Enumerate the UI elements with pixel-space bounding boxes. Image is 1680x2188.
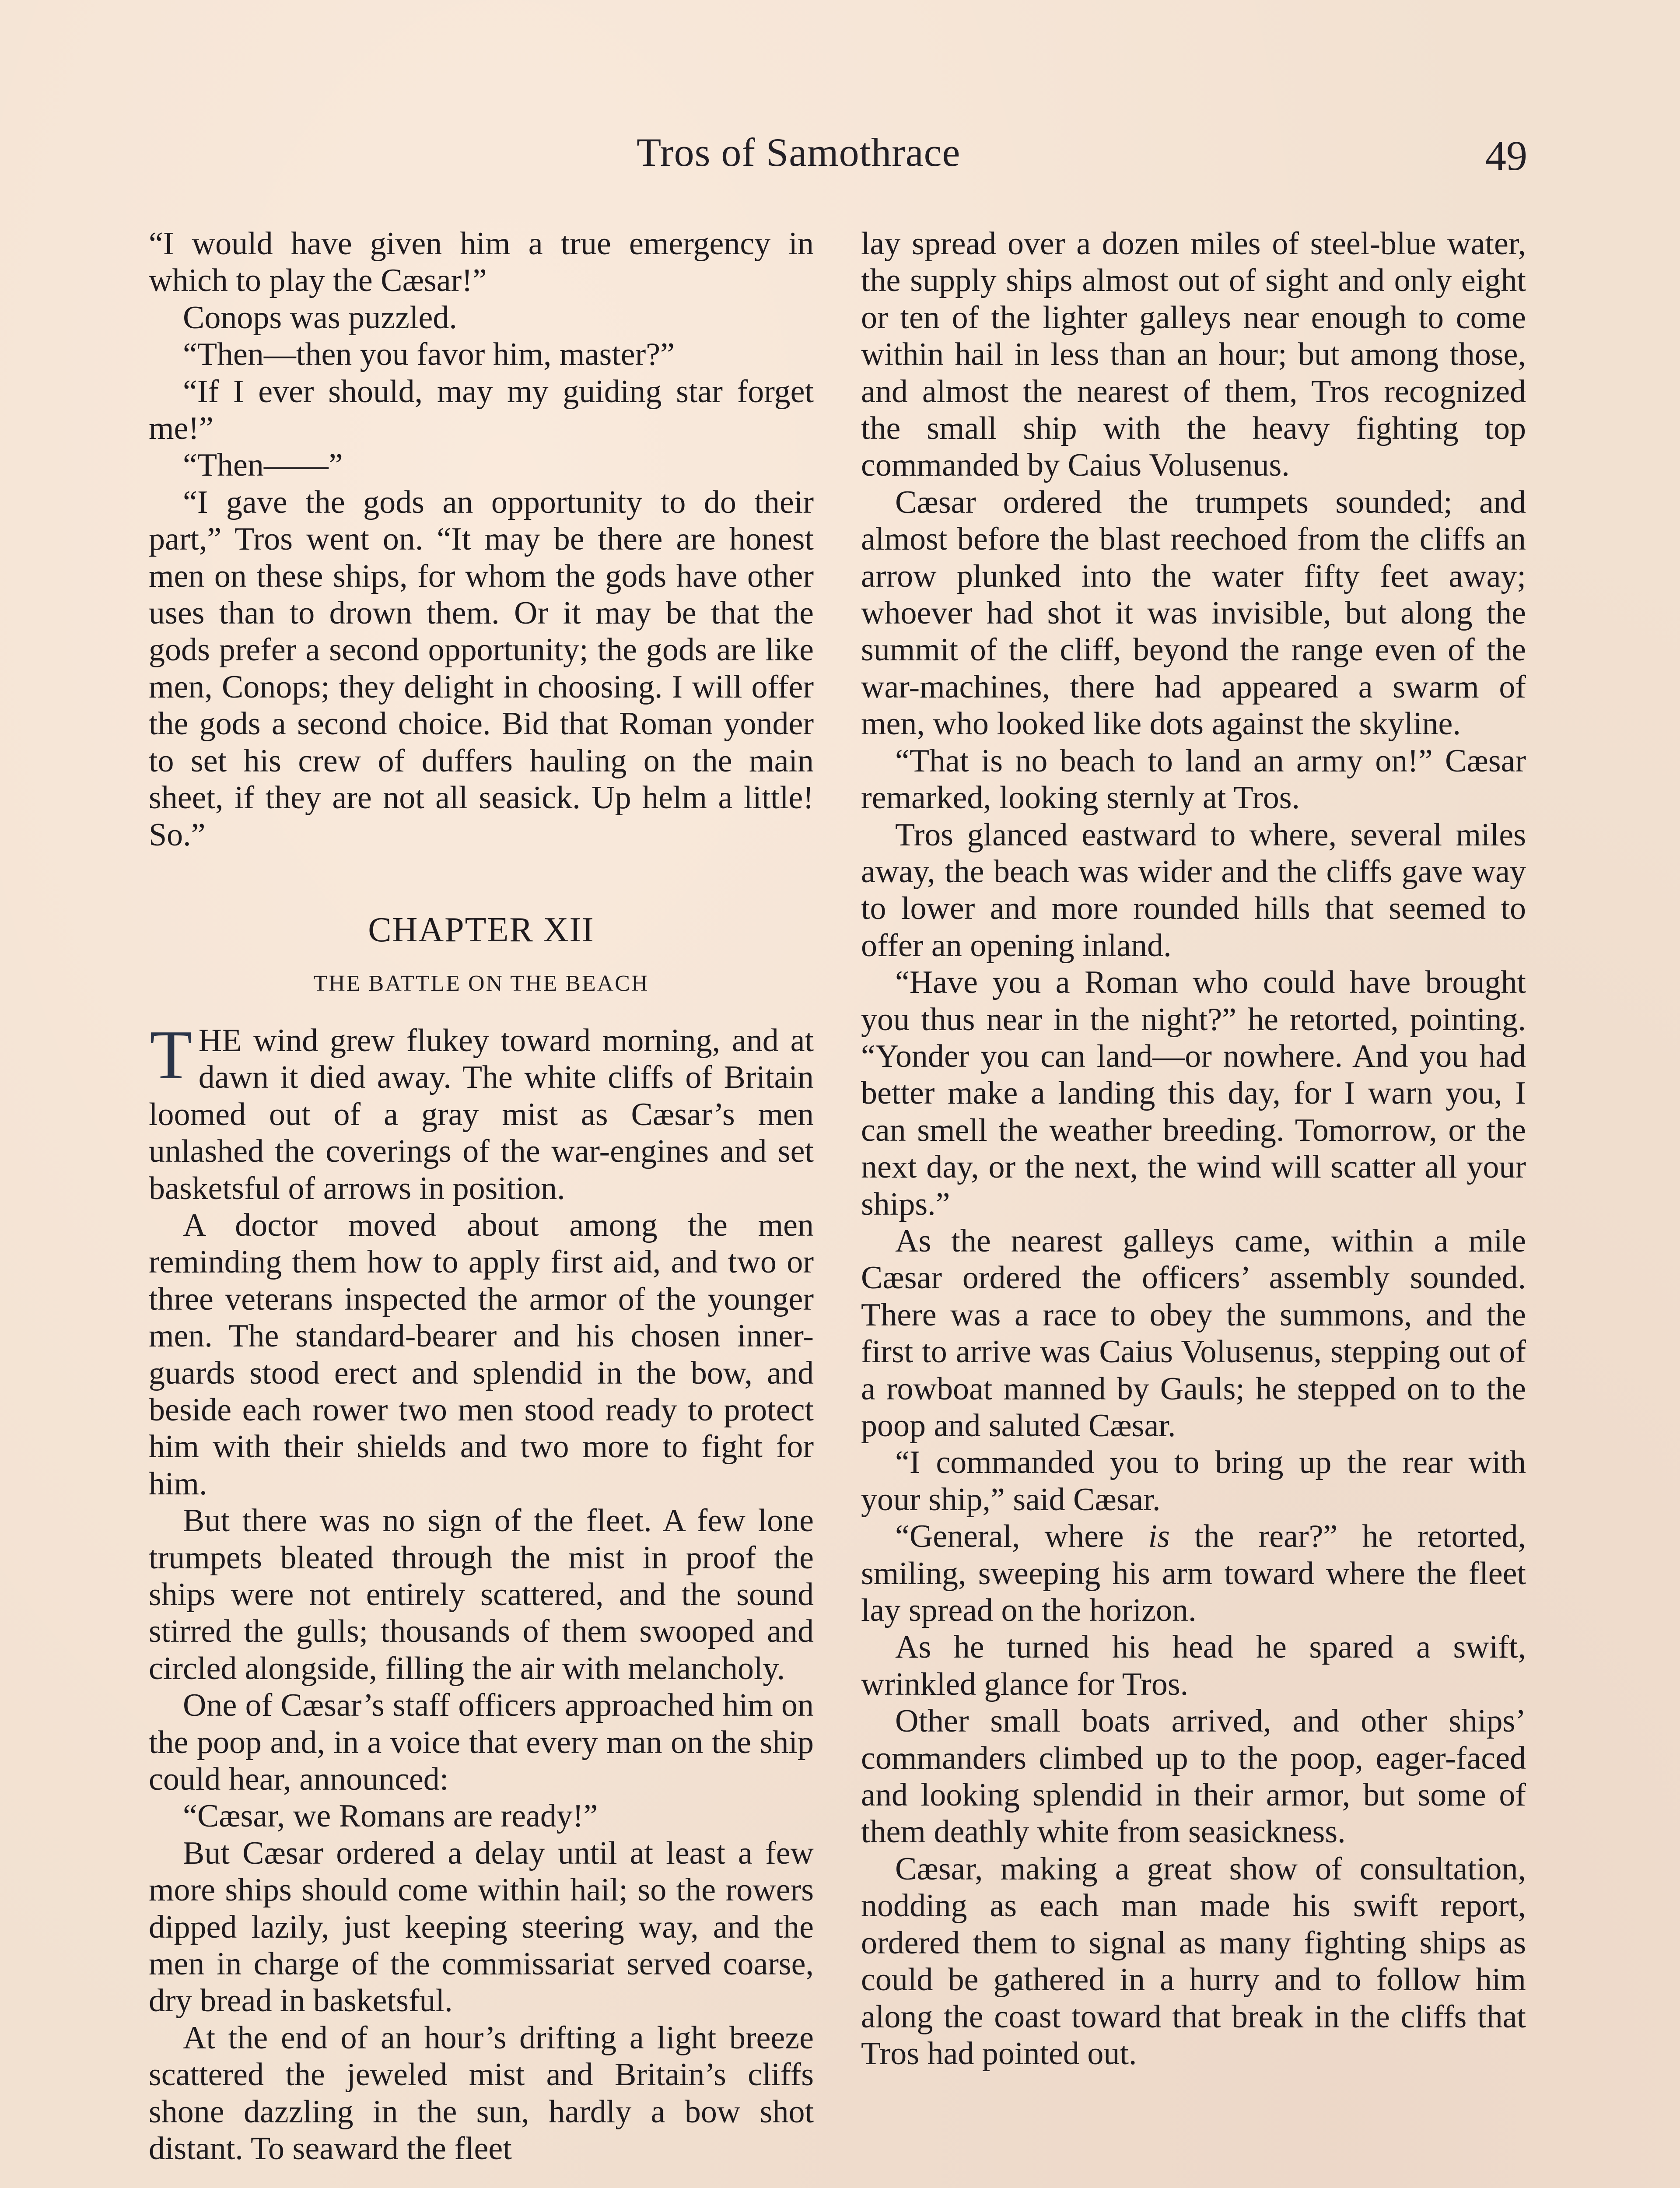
running-title: Tros of Samothrace xyxy=(637,130,961,175)
left-column xyxy=(149,225,814,2167)
paragraph: As he turned his head he spared a swift, wrinkled glance for Tros. xyxy=(861,1629,1526,1702)
paragraph: At the end of an hour’s drifting a light breeze scattered the jeweled mist and Britain’s cliffs shone dazzling in the sun, hardly a bow shot distant. To seaward the fleet xyxy=(149,2020,814,2167)
paragraph: Cæsar ordered the trumpets sounded; and almost before the blast reechoed from the cliffs an arrow plunked into the water fifty feet away; whoever had shot it was invisible, but along the summit of the cliff, beyond the range even of the war-machines, there had appeared a swarm of men, who looked like dots against the skyline. xyxy=(861,484,1526,742)
paragraph-continuation: lay spread over a dozen miles of steel-blue water, the supply ships almost out of sight and only eight or ten of the lighter galleys near enough to come within hail in less than an hour; but among those, and almost the nearest of them, Tros recognized the small ship with the heavy fighting top commanded by Caius Volusenus. xyxy=(861,226,1526,484)
paragraph-text: “General, where xyxy=(895,1518,1148,1555)
paragraph: Tros glanced eastward to where, several miles away, the beach was wider and the cliffs gave way to lower and more rounded hills that seemed to offer an opening inland. xyxy=(861,817,1526,964)
paragraph: One of Cæsar’s staff officers approached him on the poop and, in a voice that every man on the ship could hear, announced: xyxy=(149,1687,814,1798)
paragraph: As the nearest galleys came, within a mile Cæsar ordered the officers’ assembly sounded. There was a race to obey the summons, and the first to arrive was Caius Volusenus, stepping out of a rowboat manned by Gauls; he stepped on to the poop and saluted Cæsar. xyxy=(861,1223,1526,1444)
right-column xyxy=(861,225,1526,2072)
paragraph: “Cæsar, we Romans are ready!” xyxy=(183,1798,598,1834)
paragraph: “I would have given him a true emergency in which to play the Cæsar!” xyxy=(149,226,814,299)
paragraph: “Have you a Roman who could have brought you thus near in the night?” he retorted, pointing. “Yonder you can land—or nowhere. And you had better make a landing this day, for I warn you, I can smell the weather breeding. Tomorrow, or the next day, or the next, the wind will scatter all your ships.” xyxy=(861,964,1526,1222)
paragraph-text: the rear?” he retorted, smiling, sweeping his arm toward where the fleet lay spread on the horizon. xyxy=(861,1518,1526,1629)
chapter-opening-paragraph xyxy=(149,1015,814,1207)
paragraph: A doctor moved about among the men reminding them how to apply first aid, and two or three veterans inspected the armor of the younger men. The standard-bearer and his chosen inner-guards stood erect and splendid in the bow, and beside each rower two men stood ready to protect him with their shields and two more to fight for him. xyxy=(149,1207,814,1502)
paragraph: Conops was puzzled. xyxy=(183,299,457,336)
opening-text: HE wind grew flukey toward morning, and at dawn it died away. The white cliffs of Britain loomed out of a gray mist as Cæsar’s men unlashed the coverings of the war-engines and set basketsful of arrows in position. xyxy=(149,1022,814,1206)
paragraph: Other small boats arrived, and other ships’ commanders climbed up to the poop, eager-faced and looking splendid in their armor, but some of them deathly white from seasickness. xyxy=(861,1703,1526,1850)
paragraph: “I commanded you to bring up the rear with your ship,” said Cæsar. xyxy=(861,1445,1526,1518)
chapter-subtitle: THE BATTLE ON THE BEACH xyxy=(313,971,649,996)
chapter-title: CHAPTER XII xyxy=(368,910,595,949)
drop-cap: T xyxy=(150,1015,192,1094)
paragraph: “That is no beach to land an army on!” Cæsar remarked, looking sternly at Tros. xyxy=(861,743,1526,816)
paragraph: “I gave the gods an opportunity to do their part,” Tros went on. “It may be there are honest men on these ships, for whom the gods have other uses than to drown them. Or it may be that the gods prefer a second opportunity; the gods are like men, Conops; they delight in choosing. I will offer the gods a second choice. Bid that Roman yonder to set his crew of duffers hauling on the main sheet, if they are not all seasick. Up helm a little! So.” xyxy=(149,484,814,853)
paragraph xyxy=(861,1518,1526,1629)
paragraph: Cæsar, making a great show of consultation, nodding as each man made his swift report, ordered them to signal as many fighting ships as could be gathered in a hurry and to follow him along the coast toward that break in the cliffs that Tros had pointed out. xyxy=(861,1851,1526,2072)
paragraph: “Then—then you favor him, master?” xyxy=(183,337,675,373)
paragraph: But Cæsar ordered a delay until at least a few more ships should come within hail; so the rowers dipped lazily, just keeping steering way, and the men in charge of the commissariat served coarse, dry bread in basketsful. xyxy=(149,1835,814,2019)
page-number: 49 xyxy=(1485,132,1527,179)
paragraph: “If I ever should, may my guiding star forget me!” xyxy=(149,373,814,447)
emphasis: is xyxy=(1148,1518,1170,1555)
paragraph: “Then——” xyxy=(183,447,343,484)
paragraph: But there was no sign of the fleet. A few lone trumpets bleated through the mist in proof the ships were not entirely scattered, and the sound stirred the gulls; thousands of them swooped and circled alongside, filling the air with melancholy. xyxy=(149,1503,814,1687)
